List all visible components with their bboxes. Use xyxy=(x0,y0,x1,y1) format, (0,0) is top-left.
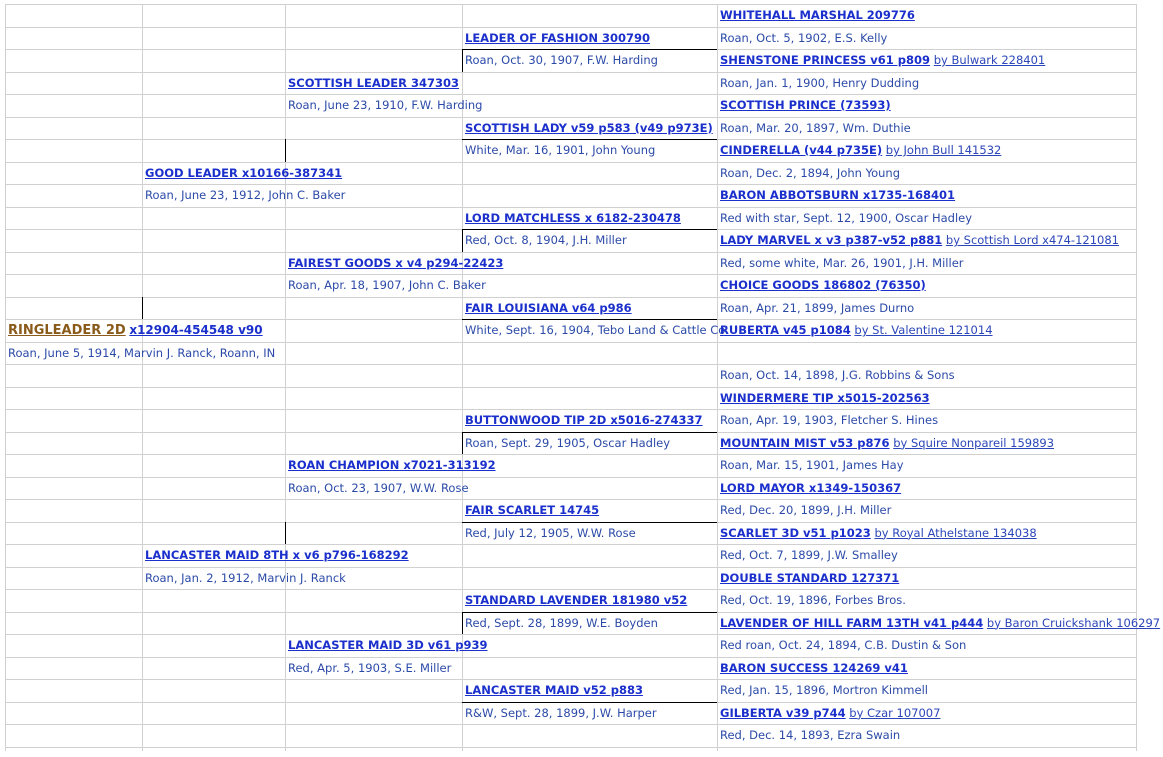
great-grandparent-cell xyxy=(462,297,635,320)
great-grandparent-info xyxy=(462,229,630,252)
grandparent-info xyxy=(285,657,454,680)
grid-row-line xyxy=(5,747,1136,748)
ancestor-cell xyxy=(717,702,943,725)
bracket-line xyxy=(462,49,463,72)
ancestor-info-text: Roan, Mar. 15, 1901, James Hay xyxy=(720,458,904,472)
ancestor-cell xyxy=(717,477,904,500)
ancestor-cell xyxy=(717,319,996,342)
ancestor-link[interactable]: CHOICE GOODS 186802 (76350) xyxy=(720,278,926,292)
great-grandparent-cell xyxy=(462,679,646,702)
grid-col-line xyxy=(142,4,143,751)
grid-col-line xyxy=(1136,4,1137,751)
great-grandparent-info-text: Red, Oct. 8, 1904, J.H. Miller xyxy=(465,233,627,247)
ancestor-cell xyxy=(717,184,958,207)
ancestor-cell xyxy=(717,657,911,680)
grandparent-info-text: Roan, June 23, 1910, F.W. Harding xyxy=(288,98,483,112)
great-grandparent-cell xyxy=(462,117,716,140)
great-grandparent-info xyxy=(462,702,660,725)
ancestor-info-text: Roan, Dec. 2, 1894, John Young xyxy=(720,165,900,180)
ancestor-cell xyxy=(717,432,1057,455)
ancestor-cell xyxy=(717,612,1163,635)
bracket-line xyxy=(462,702,717,703)
bracket-line xyxy=(462,319,717,320)
ancestor-info xyxy=(717,27,890,50)
grandparent-info xyxy=(285,477,472,500)
ancestor-info xyxy=(717,454,907,477)
bracket-line xyxy=(142,297,143,320)
ancestor-info xyxy=(717,297,917,320)
bracket-line xyxy=(462,49,717,50)
great-grandparent-cell xyxy=(462,27,653,50)
ancestor-cell xyxy=(717,139,1004,162)
bracket-line xyxy=(462,522,717,523)
sire-link[interactable]: GOOD LEADER x10166-387341 xyxy=(145,165,343,180)
great-grandparent-info-text: Roan, Oct. 30, 1907, F.W. Harding xyxy=(465,53,658,67)
grandparent-link[interactable]: SCOTTISH LEADER 347303 xyxy=(288,75,459,90)
ancestor-link[interactable]: RUBERTA v45 p1084 xyxy=(720,323,851,337)
great-grandparent-link[interactable]: FAIR LOUISIANA v64 p986 xyxy=(465,300,632,315)
root-animal-info xyxy=(5,342,278,365)
ancestor-cell xyxy=(717,94,894,117)
ancestor-info xyxy=(717,252,967,275)
great-grandparent-link[interactable]: STANDARD LAVENDER 181980 v52 xyxy=(465,593,688,607)
ancestor-info xyxy=(717,117,914,140)
grid-row-line xyxy=(5,72,1136,73)
bracket-line xyxy=(462,139,717,140)
great-grandparent-info-text: R&W, Sept. 28, 1899, J.W. Harper xyxy=(465,705,657,720)
grid-row-line xyxy=(5,4,1136,5)
root-info-text: Roan, June 5, 1914, Marvin J. Ranck, Roann, IN xyxy=(8,345,276,360)
grandparent-link[interactable]: ROAN CHAMPION x7021-313192 xyxy=(288,458,496,472)
ancestor-sire-link[interactable]: by Squire Nonpareil 159893 xyxy=(893,435,1055,450)
great-grandparent-link[interactable]: BUTTONWOOD TIP 2D x5016-274337 xyxy=(465,413,703,427)
ancestor-info-text: Red, Oct. 7, 1899, J.W. Smalley xyxy=(720,548,898,562)
ancestor-sire-link[interactable]: by John Bull 141532 xyxy=(885,143,1002,157)
ancestor-cell xyxy=(717,522,1040,545)
grid-row-line xyxy=(5,364,1136,365)
ancestor-cell xyxy=(717,4,918,27)
ancestor-link[interactable]: DOUBLE STANDARD 127371 xyxy=(720,570,900,585)
great-grandparent-link[interactable]: FAIR SCARLET 14745 xyxy=(465,503,600,517)
grandparent-link[interactable]: LANCASTER MAID 3D v61 p939 xyxy=(288,638,488,652)
ancestor-info-text: Red, Jan. 15, 1896, Mortron Kimmell xyxy=(720,683,928,697)
bracket-line xyxy=(285,139,286,162)
ancestor-sire-link[interactable]: by Baron Cruickshank 106297 xyxy=(986,615,1161,630)
ancestor-link[interactable]: SCOTTISH PRINCE (73593) xyxy=(720,98,891,112)
grid-row-line xyxy=(5,387,1136,388)
ancestor-link[interactable]: GILBERTA v39 p744 xyxy=(720,705,846,720)
dam-info xyxy=(142,567,349,590)
bracket-line xyxy=(462,432,463,455)
ancestor-link[interactable]: SHENSTONE PRINCESS v61 p809 xyxy=(720,53,931,67)
grandparent-cell xyxy=(285,72,462,95)
ancestor-info-text: Roan, Apr. 21, 1899, James Durno xyxy=(720,300,915,315)
ancestor-info-text: Roan, Jan. 1, 1900, Henry Dudding xyxy=(720,75,920,90)
ancestor-link[interactable]: BARON ABBOTSBURN x1735-168401 xyxy=(720,188,956,202)
grandparent-link[interactable]: FAIREST GOODS x v4 p294-22423 xyxy=(288,255,504,270)
grid-row-line xyxy=(5,657,1136,658)
great-grandparent-info xyxy=(462,612,661,635)
ancestor-link[interactable]: CINDERELLA (v44 p735E) xyxy=(720,143,883,157)
ancestor-info-text: Roan, Oct. 14, 1898, J.G. Robbins & Sons xyxy=(720,368,955,382)
ancestor-link[interactable]: LAVENDER OF HILL FARM 13TH v41 p444 xyxy=(720,615,984,630)
great-grandparent-info-text: Red, Sept. 28, 1899, W.E. Boyden xyxy=(465,615,658,630)
ancestor-link[interactable]: BARON SUCCESS 124269 v41 xyxy=(720,660,908,675)
great-grandparent-info-text: Red, July 12, 1905, W.W. Rose xyxy=(465,525,636,540)
sire-info xyxy=(142,184,348,207)
bracket-line xyxy=(462,229,717,230)
ancestor-info-text: Red roan, Oct. 24, 1894, C.B. Dustin & Son xyxy=(720,638,967,652)
root-registration-link[interactable]: x12904-454548 v90 xyxy=(129,323,263,337)
ancestor-info-text: Red, Dec. 14, 1893, Ezra Swain xyxy=(720,728,901,742)
great-grandparent-info xyxy=(462,139,658,162)
sire-info-text: Roan, June 23, 1912, John C. Baker xyxy=(145,188,346,202)
root-animal-cell xyxy=(5,319,266,342)
ancestor-link[interactable]: WINDERMERE TIP x5015-202563 xyxy=(720,390,930,405)
sire-cell xyxy=(142,162,345,185)
great-grandparent-link[interactable]: SCOTTISH LADY v59 p583 (v49 p973E) xyxy=(465,120,713,135)
ancestor-info xyxy=(717,499,894,522)
ancestor-cell xyxy=(717,49,1048,72)
grid-row-line xyxy=(5,724,1136,725)
ancestor-sire-link[interactable]: by Royal Athelstane 134038 xyxy=(874,525,1037,540)
great-grandparent-info-text: Roan, Sept. 29, 1905, Oscar Hadley xyxy=(465,435,671,450)
bracket-line xyxy=(462,229,463,252)
ancestor-info xyxy=(717,679,931,702)
ancestor-sire-link[interactable]: by Bulwark 228401 xyxy=(933,53,1046,67)
bracket-line xyxy=(285,522,286,545)
great-grandparent-info xyxy=(462,49,661,72)
ancestor-info xyxy=(717,207,975,230)
ancestor-cell xyxy=(717,567,902,590)
grid-row-line xyxy=(5,274,1136,275)
grandparent-info xyxy=(285,274,489,297)
ancestor-sire-link[interactable]: by St. Valentine 121014 xyxy=(854,323,993,337)
ancestor-info-text: Red, Oct. 19, 1896, Forbes Bros. xyxy=(720,593,906,607)
ancestor-cell xyxy=(717,229,1122,252)
great-grandparent-cell xyxy=(462,207,684,230)
grid-row-line xyxy=(5,454,1136,455)
ancestor-cell xyxy=(717,387,933,410)
ancestor-info xyxy=(717,364,958,387)
ancestor-info xyxy=(717,72,922,95)
great-grandparent-info xyxy=(462,432,673,455)
ancestor-info xyxy=(717,724,903,747)
ancestor-link[interactable]: MOUNTAIN MIST v53 p876 xyxy=(720,435,890,450)
pedigree-table xyxy=(5,4,1161,751)
ancestor-info xyxy=(717,634,969,657)
ancestor-info-text: Roan, Apr. 19, 1903, Fletcher S. Hines xyxy=(720,413,939,427)
great-grandparent-info-text: White, Sept. 16, 1904, Tebo Land & Cattle Co. xyxy=(465,323,729,337)
ancestor-cell xyxy=(717,274,929,297)
grandparent-cell xyxy=(285,252,506,275)
great-grandparent-info-text: White, Mar. 16, 1901, John Young xyxy=(465,143,656,157)
grandparent-cell xyxy=(285,634,491,657)
grandparent-info xyxy=(285,94,485,117)
grandparent-cell xyxy=(285,454,499,477)
dam-link[interactable]: LANCASTER MAID 8TH x v6 p796-168292 xyxy=(145,548,409,562)
ancestor-info-text: Red, some white, Mar. 26, 1901, J.H. Miller xyxy=(720,255,964,270)
ancestor-link[interactable]: LORD MAYOR x1349-150367 xyxy=(720,480,902,495)
dam-cell xyxy=(142,544,412,567)
ancestor-info xyxy=(717,544,901,567)
ancestor-info-text: Red, Dec. 20, 1899, J.H. Miller xyxy=(720,503,892,517)
ancestor-sire-link[interactable]: by Czar 107007 xyxy=(849,705,941,720)
ancestor-link[interactable]: SCARLET 3D v51 p1023 xyxy=(720,525,871,540)
ancestor-link[interactable]: WHITEHALL MARSHAL 209776 xyxy=(720,8,915,22)
grid-col-line xyxy=(5,4,6,751)
grandparent-info-text: Roan, Apr. 18, 1907, John C. Baker xyxy=(288,278,486,292)
grandparent-info-text: Red, Apr. 5, 1903, S.E. Miller xyxy=(288,660,452,675)
root-animal-link[interactable]: RINGLEADER 2D xyxy=(8,323,126,338)
ancestor-info-text: Roan, Oct. 5, 1902, E.S. Kelly xyxy=(720,30,888,45)
bracket-line xyxy=(462,432,717,433)
grid-row-line xyxy=(5,477,1136,478)
ancestor-info xyxy=(717,162,903,185)
dam-info-text: Roan, Jan. 2, 1912, Marvin J. Ranck xyxy=(145,570,346,585)
ancestor-info xyxy=(717,409,941,432)
great-grandparent-info xyxy=(462,319,732,342)
bracket-line xyxy=(462,612,717,613)
ancestor-info-text: Red with star, Sept. 12, 1900, Oscar Hadley xyxy=(720,210,973,225)
great-grandparent-cell xyxy=(462,589,690,612)
great-grandparent-link[interactable]: LEADER OF FASHION 300790 xyxy=(465,30,651,45)
ancestor-link[interactable]: LADY MARVEL x v3 p387-v52 p881 xyxy=(720,233,943,247)
ancestor-sire-link[interactable]: by Scottish Lord x474-121081 xyxy=(945,233,1119,247)
grandparent-info-text: Roan, Oct. 23, 1907, W.W. Rose xyxy=(288,480,469,495)
great-grandparent-link[interactable]: LORD MATCHLESS x 6182-230478 xyxy=(465,210,681,225)
great-grandparent-link[interactable]: LANCASTER MAID v52 p883 xyxy=(465,683,643,697)
great-grandparent-cell xyxy=(462,409,706,432)
ancestor-info-text: Roan, Mar. 20, 1897, Wm. Duthie xyxy=(720,120,911,135)
great-grandparent-cell xyxy=(462,499,602,522)
great-grandparent-info xyxy=(462,522,639,545)
bracket-line xyxy=(462,612,463,635)
grid-row-line xyxy=(5,94,1136,95)
ancestor-info xyxy=(717,589,909,612)
